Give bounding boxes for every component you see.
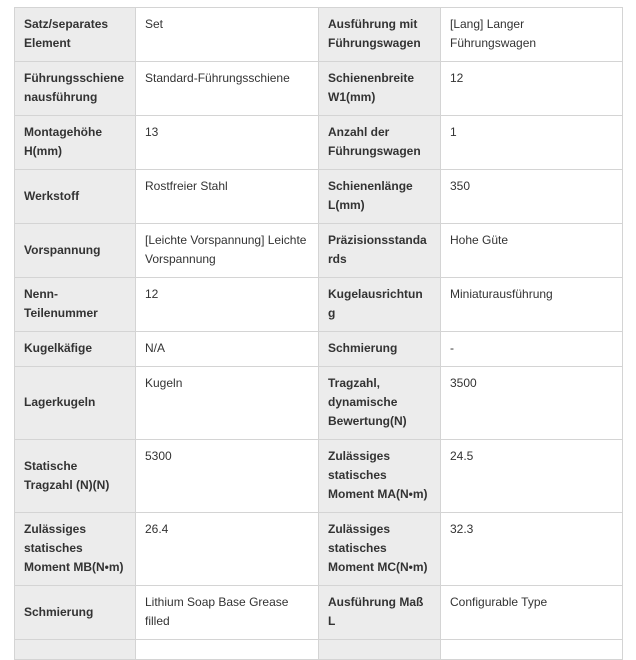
- spec-value: Standard-Führungsschiene: [136, 62, 319, 116]
- spec-label: Schmierung: [15, 586, 136, 640]
- spec-label: Kugelausrichtun g: [319, 278, 441, 332]
- spec-label: Tragzahl, dynamische Bewertung(N): [319, 367, 441, 440]
- spec-label: Schienenlänge L(mm): [319, 170, 441, 224]
- spec-value: 12: [136, 278, 319, 332]
- table-row: [15, 8, 623, 62]
- spec-value: 32.3: [441, 513, 623, 586]
- spec-value: [Lang] Langer Führungswagen: [441, 8, 623, 62]
- spec-value: Lithium Soap Base Grease filled: [136, 586, 319, 640]
- spec-label: Kugelkäfige: [15, 332, 136, 367]
- spec-label: Lagerkugeln: [15, 367, 136, 440]
- spec-label: Zulässiges statisches Moment MB(N•m): [15, 513, 136, 586]
- table-row: [15, 116, 623, 170]
- spec-value: Hohe Güte: [441, 224, 623, 278]
- specification-table: [14, 7, 623, 660]
- spec-value: Kugeln: [136, 367, 319, 440]
- spec-label: Montagehöhe H(mm): [15, 116, 136, 170]
- spec-label: Vorspannung: [15, 224, 136, 278]
- table-row: [15, 62, 623, 116]
- spec-value: 24.5: [441, 440, 623, 513]
- spec-label: Schienenbreite W1(mm): [319, 62, 441, 116]
- spec-value: 1: [441, 116, 623, 170]
- spec-value: [Leichte Vorspannung] Leichte Vorspannung: [136, 224, 319, 278]
- spec-value: 5300: [136, 440, 319, 513]
- spec-label: Nenn-Teilenummer: [15, 278, 136, 332]
- table-row: [15, 440, 623, 513]
- spec-value: [441, 640, 623, 660]
- spec-value: Set: [136, 8, 319, 62]
- spec-value: 13: [136, 116, 319, 170]
- spec-label: [15, 640, 136, 660]
- spec-label: Schmierung: [319, 332, 441, 367]
- spec-value: 26.4: [136, 513, 319, 586]
- spec-label: Ausführung mit Führungswagen: [319, 8, 441, 62]
- spec-label: Führungsschiene nausführung: [15, 62, 136, 116]
- spec-label: Ausführung Maß L: [319, 586, 441, 640]
- spec-label: Werkstoff: [15, 170, 136, 224]
- spec-value: 3500: [441, 367, 623, 440]
- spec-value: 350: [441, 170, 623, 224]
- spec-label: Satz/separates Element: [15, 8, 136, 62]
- spec-value: Rostfreier Stahl: [136, 170, 319, 224]
- spec-label: Statische Tragzahl (N)(N): [15, 440, 136, 513]
- table-row: [15, 224, 623, 278]
- table-row: [15, 640, 623, 660]
- spec-value: Miniaturausführung: [441, 278, 623, 332]
- spec-label: Zulässiges statisches Moment MA(N•m): [319, 440, 441, 513]
- spec-value: [136, 640, 319, 660]
- spec-label: [319, 640, 441, 660]
- spec-value: N/A: [136, 332, 319, 367]
- table-row: [15, 367, 623, 440]
- spec-label: Anzahl der Führungswagen: [319, 116, 441, 170]
- table-row: [15, 278, 623, 332]
- table-row: [15, 586, 623, 640]
- spec-value: 12: [441, 62, 623, 116]
- spec-value: Configurable Type: [441, 586, 623, 640]
- spec-label: Präzisionsstanda rds: [319, 224, 441, 278]
- table-row: [15, 170, 623, 224]
- table-row: [15, 332, 623, 367]
- table-row: [15, 513, 623, 586]
- spec-table-container: [14, 7, 622, 660]
- spec-value: -: [441, 332, 623, 367]
- spec-label: Zulässiges statisches Moment MC(N•m): [319, 513, 441, 586]
